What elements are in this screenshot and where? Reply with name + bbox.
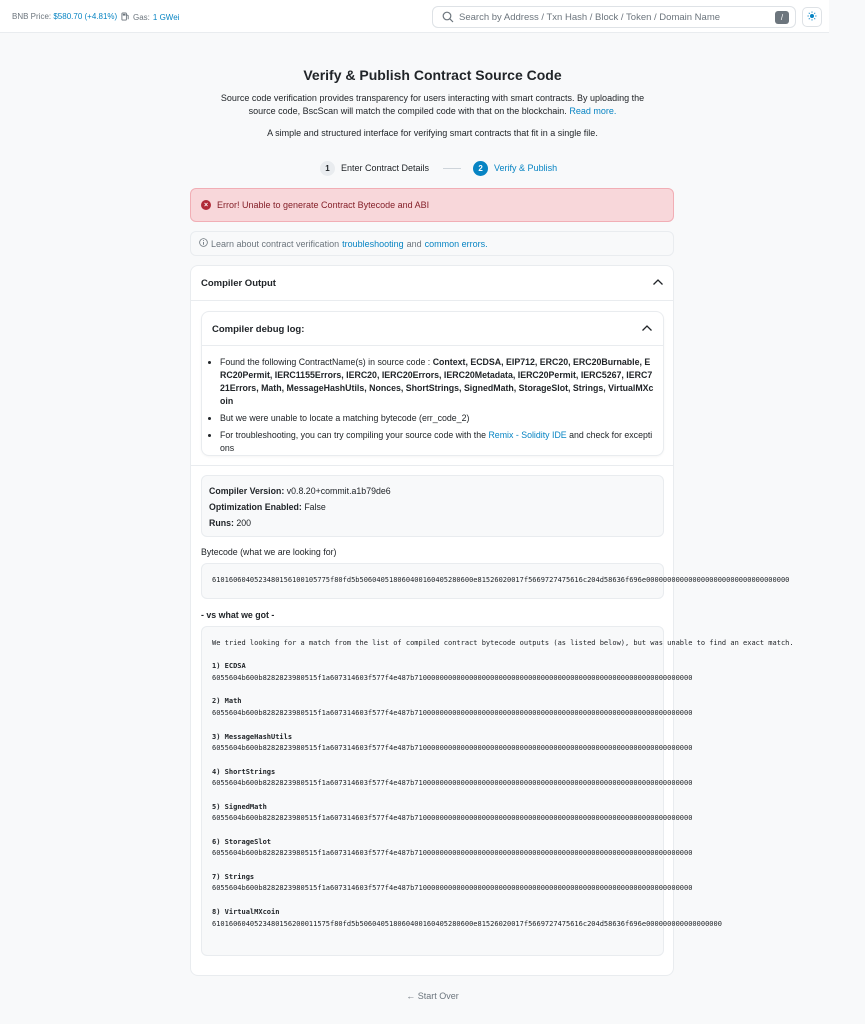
debug-log-card xyxy=(201,311,664,456)
result-label: 6) StorageSlot xyxy=(212,837,272,846)
info-prefix: Learn about contract verification xyxy=(211,238,340,249)
intro-body: Source code verification provides transparency for users interacting with smart contracts. By uploading the source code, BscScan will match the compiled code with that on the blockchain. xyxy=(220,93,645,116)
compiler-meta-box xyxy=(201,475,664,537)
theme-toggle-button[interactable] xyxy=(802,7,822,27)
optimization-value: False xyxy=(304,502,326,512)
bnb-price-change: (+4.81%) xyxy=(84,12,118,21)
result-bytecode: 6055604b600b8282823980515f1a607314603f577f4e487b710000000000000000000000000000000000000000000000000000000000000000 xyxy=(212,814,693,823)
step-1-number: 1 xyxy=(320,161,335,176)
result-bytecode: 6055604b600b8282823980515f1a607314603f577f4e487b710000000000000000000000000000000000000000000000000000000000000000 xyxy=(212,674,693,683)
search-shortcut-key: / xyxy=(775,11,789,24)
bnb-price xyxy=(12,12,117,21)
common-errors-link[interactable]: common errors. xyxy=(424,238,488,249)
bytecode-label: Bytecode (what we are looking for) xyxy=(201,547,337,557)
result-bytecode: 6101606040523480156200011575f80fd5b506040518060400160405280600e81526020017f5669727475616c204d58636f696e000000000000000000 xyxy=(212,919,722,928)
gas-price xyxy=(121,12,179,23)
info-mid: and xyxy=(406,238,422,249)
search-bar[interactable] xyxy=(432,6,796,28)
optimization-row xyxy=(209,499,656,515)
remix-link[interactable]: Remix - Solidity IDE xyxy=(488,430,567,440)
compiler-version-row xyxy=(209,483,656,499)
gas-label: Gas: xyxy=(133,13,150,22)
compiler-version-value: v0.8.20+commit.a1b79de6 xyxy=(286,486,391,496)
info-box xyxy=(190,231,674,256)
debug-log-list xyxy=(220,356,655,459)
bnb-price-label: BNB Price: xyxy=(12,12,52,21)
chevron-up-icon[interactable] xyxy=(641,324,653,334)
result-label: 8) VirtualMXcoin xyxy=(212,907,280,916)
compiler-output-header[interactable] xyxy=(191,266,673,301)
error-message: Error! Unable to generate Contract Bytecode and ABI xyxy=(217,200,430,210)
chevron-up-icon[interactable] xyxy=(652,278,664,288)
step-1-label: Enter Contract Details xyxy=(341,163,430,173)
troubleshoot-suffix: and check for exceptions xyxy=(220,430,653,453)
debug-log-title: Compiler debug log: xyxy=(212,324,305,335)
runs-row xyxy=(209,515,656,531)
list-item xyxy=(220,356,655,408)
compiler-version-label: Compiler Version: xyxy=(209,486,285,496)
result-bytecode: 6055604b600b8282823980515f1a607314603f577f4e487b710000000000000000000000000000000000000000000000000000000000000000 xyxy=(212,744,693,753)
found-prefix: Found the following ContractName(s) in source code : xyxy=(220,357,433,367)
step-2-label: Verify & Publish xyxy=(494,163,558,173)
expected-bytecode[interactable]: 6101606040523480156100105775f80fd5b506040518060400160405280600e81526020017f5669727475616c204d58636f696e0000000000000000000000000000000000 xyxy=(201,563,664,599)
step-indicator xyxy=(320,160,557,176)
intro-text xyxy=(220,92,645,118)
compiler-output-card xyxy=(190,265,794,976)
troubleshooting-link[interactable]: troubleshooting xyxy=(342,238,404,249)
gas-pump-icon xyxy=(121,12,130,23)
result-bytecode: 6055604b600b8282823980515f1a607314603f577f4e487b710000000000000000000000000000000000000000000000000000000000000000 xyxy=(212,709,693,718)
step-connector xyxy=(443,168,461,169)
divider xyxy=(191,465,673,466)
read-more-link[interactable]: Read more. xyxy=(569,106,617,116)
list-item xyxy=(220,429,655,455)
bnb-price-value[interactable]: $580.70 xyxy=(53,12,83,21)
debug-log-header[interactable] xyxy=(202,312,663,346)
runs-label: Runs: xyxy=(209,518,234,528)
error-alert xyxy=(190,188,674,222)
result-label: 7) Strings xyxy=(212,872,255,881)
sun-icon xyxy=(807,11,817,23)
result-label: 3) MessageHashUtils xyxy=(212,732,293,741)
runs-value: 200 xyxy=(236,518,252,528)
search-icon xyxy=(437,7,459,27)
result-label: 1) ECDSA xyxy=(212,662,246,671)
step-2-number: 2 xyxy=(473,161,488,176)
info-circle-icon xyxy=(199,238,208,249)
result-bytecode: 6055604b600b8282823980515f1a607314603f577f4e487b710000000000000000000000000000000000000000000000000000000000000000 xyxy=(212,884,693,893)
page-title: Verify & Publish Contract Source Code xyxy=(303,67,562,83)
search-input[interactable] xyxy=(459,8,775,26)
result-label: 4) ShortStrings xyxy=(212,767,276,776)
result-label: 5) SignedMath xyxy=(212,802,267,811)
compiler-output-title: Compiler Output xyxy=(201,278,276,289)
result-bytecode: 6055604b600b8282823980515f1a607314603f577f4e487b710000000000000000000000000000000000000000000000000000000000000000 xyxy=(212,779,693,788)
vs-label: - vs what we got - xyxy=(201,610,275,620)
compiled-outputs-box[interactable] xyxy=(201,626,794,956)
error-circle-icon: × xyxy=(201,200,211,210)
optimization-label: Optimization Enabled: xyxy=(209,502,302,512)
start-over-link[interactable]: ← Start Over xyxy=(406,991,459,1001)
gas-value[interactable]: 1 GWei xyxy=(152,13,180,22)
top-bar xyxy=(0,0,829,33)
result-label: 2) Math xyxy=(212,697,242,706)
troubleshoot-prefix: For troubleshooting, you can try compiling your source code with the xyxy=(220,430,486,440)
list-item: • But we were unable to locate a matching bytecode (err_code_2) xyxy=(220,412,655,425)
contract-names: Context, ECDSA, EIP712, ERC20, ERC20Burnable, ERC20Permit, IERC1155Errors, IERC20, IERC20Errors, IERC20Metadata, IERC20Permit, IERC5267, IERC721Errors, Math, MessageHashUtils, Nonces, ShortStrings, SignedMath, StorageSlot, Strings, VirtualMXcoin xyxy=(220,357,654,406)
page-subtitle: A simple and structured interface for verifying smart contracts that fit in a single file. xyxy=(267,128,598,138)
tried-text: We tried looking for a match from the list of compiled contract bytecode outputs (as listed below), but was unable to find an exact match. xyxy=(212,639,794,647)
result-bytecode: 6055604b600b8282823980515f1a607314603f577f4e487b710000000000000000000000000000000000000000000000000000000000000000 xyxy=(212,849,693,858)
